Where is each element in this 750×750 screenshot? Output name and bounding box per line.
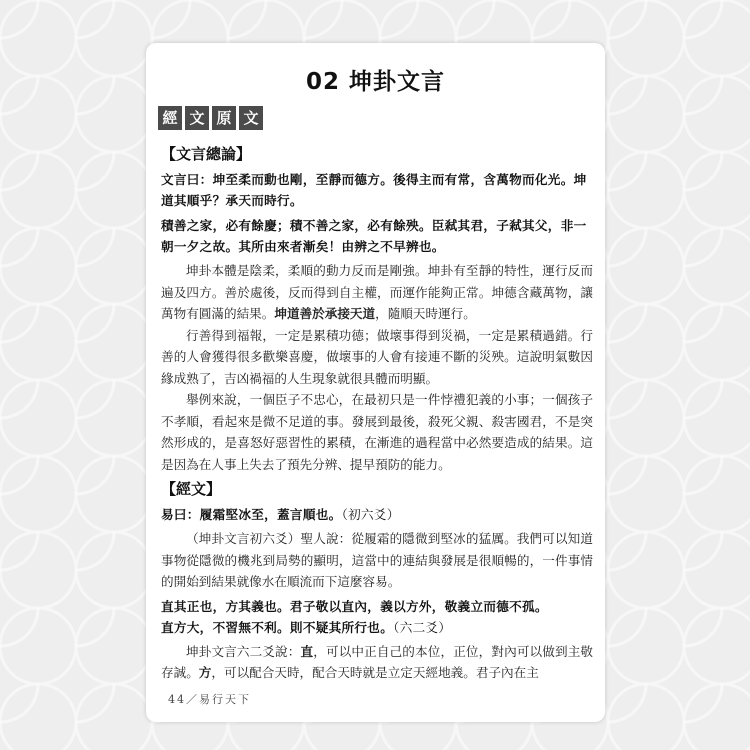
emphasis-text: 坤道善於承接天道 <box>274 306 376 321</box>
classic-text: 直方大，不習無不利。則不疑其所行也。（六二爻） <box>161 619 452 635</box>
classic-text: 文言曰：坤至柔而動也剛，至靜而德方。後得主而有常，含萬物而化光。坤道其順乎？承天而時行。 <box>161 172 587 208</box>
banner-char: 經 <box>158 106 182 130</box>
line-note: （六二爻） <box>393 619 452 635</box>
line-note: （初六爻） <box>341 507 400 522</box>
commentary-paragraph: 坤卦本體是陰柔，柔順的動力反而是剛強。坤卦有至靜的特性，運行反而遍及四方。善於處後，反而得到自主權，而運作能夠正常。坤德含藏萬物，讓萬物有圓滿的結果。坤道善於承接天道，隨順天時運行。 <box>161 263 593 321</box>
commentary-paragraph: 坤卦文言六二爻說：直，可以中正自己的本位，正位，對內可以做到主敬存誠。方，可以配合天時，配合天時就是立定天經地義。君子內在主 <box>161 643 594 680</box>
section-heading-scripture: 【經文】 <box>161 480 222 498</box>
emphasis-text: 方 <box>198 665 212 680</box>
page-title: 02 坤卦文言 <box>305 69 445 95</box>
classic-text: 直其正也，方其義也。君子敬以直內，義以方外，敬義立而德不孤。 <box>161 598 548 614</box>
commentary-paragraph: 舉例來說，一個臣子不忠心，在最初只是一件悖禮犯義的小事；一個孩子不孝順，看起來是微不足道的事。發展到最後，殺死父親、殺害國君，不是突然形成的，是喜怒好惡習性的累積，在漸進的過程當中必然要造成的結果。這是因為在人事上失去了預先分辨、提早預防的能力。 <box>161 392 593 472</box>
page-footer: 44／易行天下 <box>168 693 251 706</box>
commentary-paragraph: （坤卦文言初六爻）聖人說：從履霜的隱微到堅冰的猛厲。我們可以知道事物從隱微的機兆到局勢的顯明，這當中的連結與發展是很順暢的，一件事情的開始到結果就像水在順流而下這麼容易。 <box>161 531 593 589</box>
page-body <box>161 143 593 684</box>
banner-char: 文 <box>239 106 263 130</box>
banner-char: 原 <box>212 106 236 130</box>
book-page <box>146 43 605 722</box>
section-banner <box>158 106 263 130</box>
classic-text: 積善之家，必有餘慶；積不善之家，必有餘殃。臣弒其君，子弒其父，非一朝一夕之故。其所由來者漸矣！由辨之不早辨也。 <box>161 218 587 254</box>
banner-char: 文 <box>185 106 209 130</box>
section-heading-overview: 【文言總論】 <box>161 145 252 163</box>
classic-text: 易曰：履霜堅冰至，蓋言順也。（初六爻） <box>161 507 400 522</box>
emphasis-text: 直 <box>300 643 314 659</box>
commentary-paragraph: 行善得到福報，一定是累積功德；做壞事得到災禍，一定是累積過錯。行善的人會獲得很多歡樂喜慶，做壞事的人會有接連不斷的災殃。這說明氣數因緣成熟了，吉凶禍福的人生現象就很具體而明顯。 <box>161 327 593 386</box>
